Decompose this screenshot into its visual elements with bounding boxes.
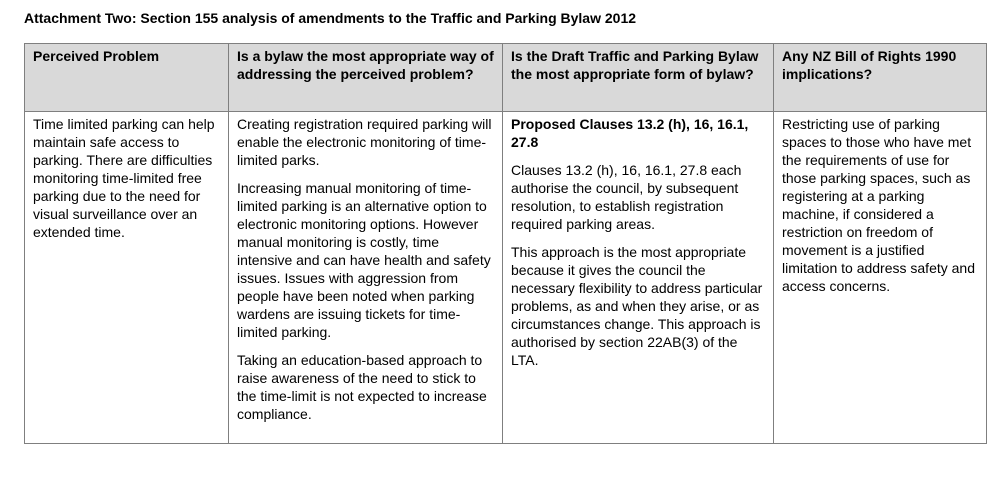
table-header-row (25, 44, 987, 112)
cell-text: This approach is the most appropriate because it gives the council the necessary flexibility to address particular problems, as and when they arise, or as circumstances change. This approach is authorised by section 22AB(3) of the LTA. (511, 244, 763, 368)
cell-text: Increasing manual monitoring of time-limited parking is an alternative option to electronic monitoring options. However manual monitoring is costly, time intensive and can have health and safety issues. Issues with aggression from people have been noted when parking wardens are issuing tickets for time-limited parking. (237, 180, 491, 340)
cell-text: Restricting use of parking spaces to those who have met the requirements of use for those parking spaces, such as registering at a parking machine, if considered a restriction on freedom of movement is a justified limitation to address safety and access concerns. (782, 116, 975, 294)
page-title: Attachment Two: Section 155 analysis of amendments to the Traffic and Parking Bylaw 2012 (24, 10, 637, 26)
cell-bill-of-rights (774, 112, 987, 444)
cell-bylaw-appropriate (229, 112, 503, 444)
cell-text: Clauses 13.2 (h), 16, 16.1, 27.8 each authorise the council, by subsequent resolution, to establish registration required parking areas. (511, 162, 742, 232)
header-bill-of-rights: Any NZ Bill of Rights 1990 implications? (774, 44, 987, 112)
cell-heading: Proposed Clauses 13.2 (h), 16, 16.1, 27.8 (511, 116, 749, 150)
header-form-of-bylaw: Is the Draft Traffic and Parking Bylaw the most appropriate form of bylaw? (503, 44, 774, 112)
cell-text: Creating registration required parking will enable the electronic monitoring of time-limited parks. (237, 116, 492, 168)
cell-text: Time limited parking can help maintain safe access to parking. There are difficulties monitoring time-limited free parking due to the need for visual surveillance over an extended time. (33, 116, 215, 240)
table-row (25, 112, 987, 444)
cell-perceived-problem (25, 112, 229, 444)
cell-text: Taking an education-based approach to raise awareness of the need to stick to the time-limit is not expected to increase compliance. (237, 352, 487, 422)
cell-form-of-bylaw (503, 112, 774, 444)
analysis-table (24, 43, 987, 444)
header-perceived-problem: Perceived Problem (25, 44, 229, 112)
header-bylaw-appropriate: Is a bylaw the most appropriate way of addressing the perceived problem? (229, 44, 503, 112)
